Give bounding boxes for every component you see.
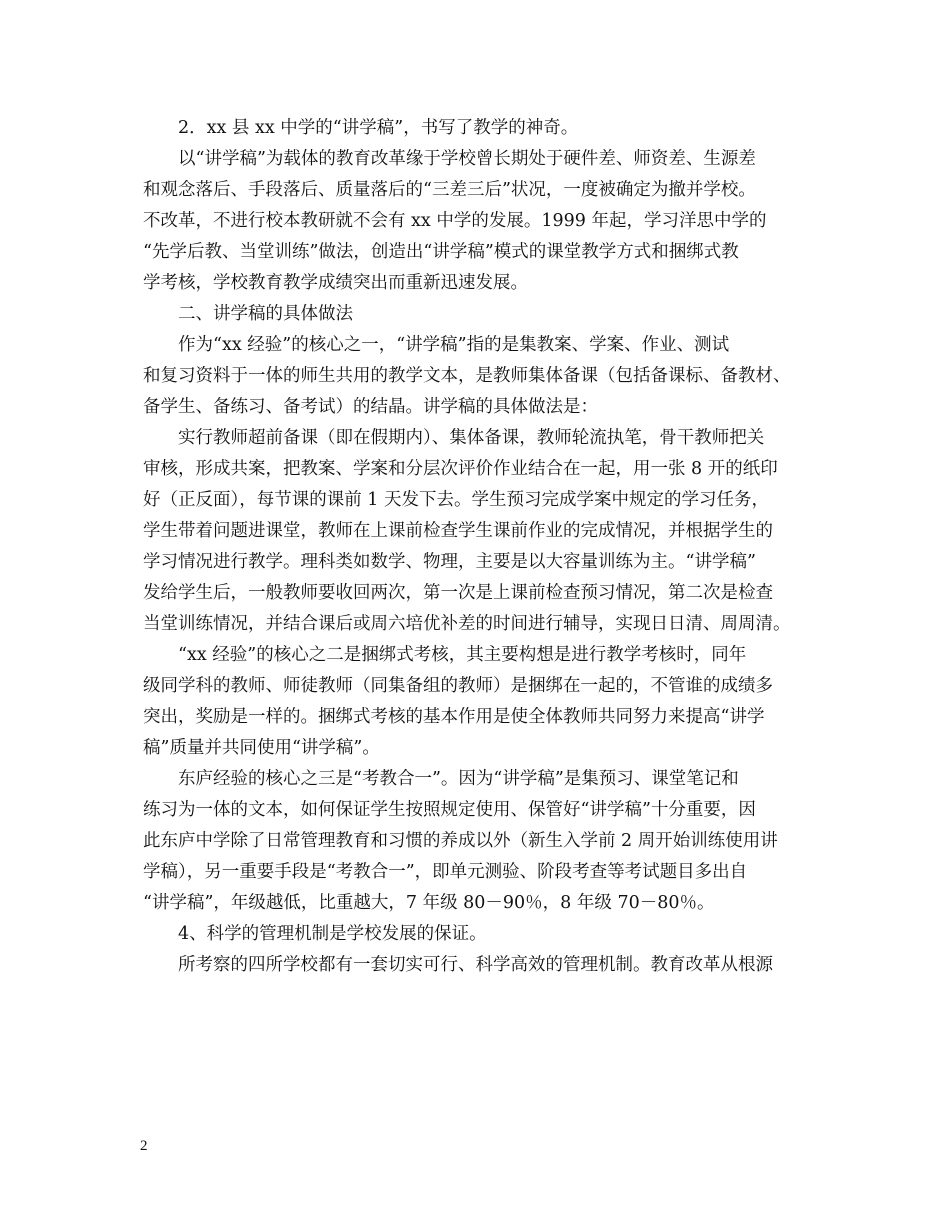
text-line: “讲学稿”，年级越低，比重越大，7 年级 80－90％，8 年级 70－80％。 [143,893,715,913]
text-line: 学生带着问题进课堂，教师在上课前检查学生课前作业的完成情况，并根据学生的 [143,521,773,541]
text-line: 当堂训练情况，并结合课后或周六培优补差的时间进行辅导，实现日日清、周周清。 [143,614,791,634]
text-line: 和观念落后、手段落后、质量落后的“三差三后”状况，一度被确定为撤并学校。 [143,180,756,200]
text-line: 学习情况进行教学。理科类如数学、物理，主要是以大容量训练为主。“讲学稿” [143,552,756,572]
text-line: 好（正反面），每节课的课前 1 天发下去。学生预习完成学案中规定的学习任务， [143,490,770,510]
text-line: 以“讲学稿”为载体的教育改革缘于学校曾长期处于硬件差、师资差、生源差 [178,149,756,169]
text-line: 二、讲学稿的具体做法 [178,304,353,324]
text-line: 练习为一体的文本，如何保证学生按照规定使用、保管好“讲学稿”十分重要，因 [143,800,756,820]
text-line: 不改革，不进行校本教研就不会有 xx 中学的发展。1999 年起，学习洋思中学的 [143,211,767,231]
text-line: 4、科学的管理机制是学校发展的保证。 [178,924,487,944]
page-number: 2 [140,1138,148,1154]
text-line: 和复习资料于一体的师生共用的教学文本，是教师集体备课（包括备课标、备教材、 [143,366,791,386]
text-line: 学稿），另一重要手段是“考教合一”，即单元测验、阶段考查等考试题目多出自 [143,862,748,882]
text-line: 级同学科的教师、师徒教师（同集备组的教师）是捆绑在一起的，不管谁的成绩多 [143,676,773,696]
text-line: “xx 经验”的核心之二是捆绑式考核，其主要构想是进行教学考核时，同年 [178,645,747,665]
text-line: 作为“xx 经验”的核心之一，“讲学稿”指的是集教案、学案、作业、测试 [178,335,730,355]
text-line: 东庐经验的核心之三是“考教合一”。因为“讲学稿”是集预习、课堂笔记和 [178,769,739,789]
text-line: 审核，形成共案，把教案、学案和分层次评价作业结合在一起，用一张 8 开的纸印 [143,459,778,479]
text-line: 稿”质量并共同使用“讲学稿”。 [143,738,380,758]
text-line: 此东庐中学除了日常管理教育和习惯的养成以外（新生入学前 2 周开始训练使用讲 [143,831,778,851]
text-line: 发给学生后，一般教师要收回两次，第一次是上课前检查预习情况，第二次是检查 [143,583,773,603]
text-line: 备学生、备练习、备考试）的结晶。讲学稿的具体做法是： [143,397,598,417]
text-line: 实行教师超前备课（即在假期内）、集体备课，教师轮流执笔，骨干教师把关 [178,428,765,448]
text-line: 2．xx 县 xx 中学的“讲学稿”，书写了教学的神奇。 [178,118,579,138]
document-body [143,113,828,981]
text-line: “先学后教、当堂训练”做法，创造出“讲学稿”模式的课堂教学方式和捆绑式教 [143,242,739,262]
text-line: 所考察的四所学校都有一套切实可行、科学高效的管理机制。教育改革从根源 [178,955,773,975]
text-line: 突出，奖励是一样的。捆绑式考核的基本作用是使全体教师共同努力来提高“讲学 [143,707,765,727]
text-line: 学考核，学校教育教学成绩突出而重新迅速发展。 [143,273,528,293]
